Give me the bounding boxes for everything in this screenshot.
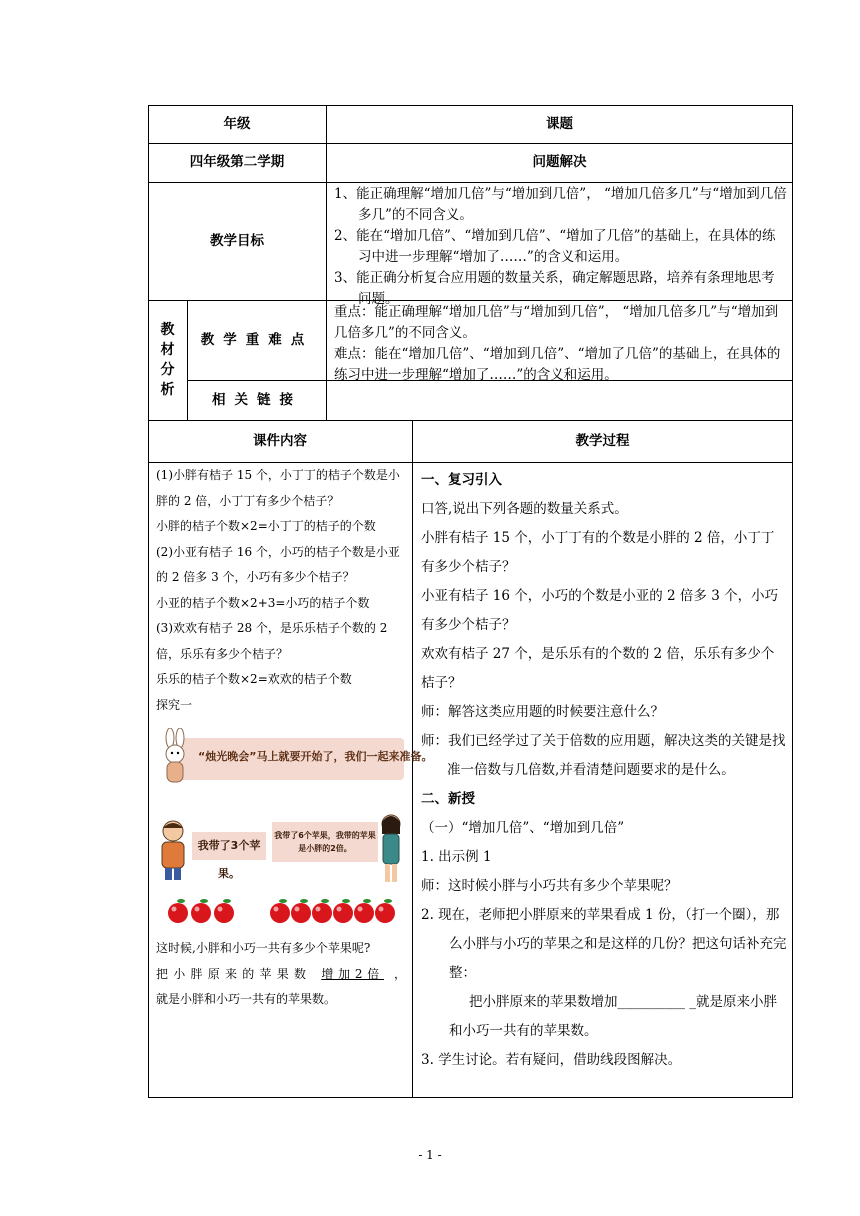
apple-icon	[270, 899, 290, 923]
girl-speech: 我带了6个苹果，我带的苹果是小胖的2倍。	[272, 822, 378, 862]
process-label: 教学过程	[575, 432, 630, 449]
topic-label: 课题	[546, 115, 573, 132]
apple-icon	[214, 899, 234, 923]
process-step: 1. 出示例 1	[421, 849, 492, 865]
process-step: 3. 学生讨论。若有疑问，借助线段图解决。	[421, 1052, 682, 1068]
sentence-suffix: ，就是小胖和小巧一共有的苹果数。	[156, 966, 406, 1006]
courseware-line: 探究一	[156, 697, 193, 712]
process-paragraph: 师：解答这类应用题的时候要注意什么？	[421, 704, 664, 720]
apple-icon	[168, 899, 188, 923]
courseware-line: (3)欢欢有桔子 28 个，是乐乐桔子个数的 2 倍，乐乐有多少个桔子？	[156, 621, 388, 661]
analysis-char: 分	[160, 362, 175, 378]
objectives-label: 教学目标	[210, 232, 264, 249]
courseware-line: 乐乐的桔子个数×2=欢欢的桔子个数	[156, 672, 352, 686]
process-paragraph: 小胖有桔子 15 个，小丁丁有的个数是小胖的 2 倍，小丁丁有多少个桔子？	[421, 530, 775, 575]
difficult-point: 难点：能在“增加几倍”、“增加到几倍”、“增加了几倍”的基础上，在具体的练习中进一步理解“增加了……”的含义和运用。	[334, 346, 781, 383]
key-point: 重点：能正确理解“增加几倍”与“增加到几倍”， “增加几倍多几”与“增加到几倍多几”的不同含义。	[334, 304, 779, 341]
process-subheading: （一）“增加几倍”、“增加到几倍”	[421, 820, 625, 836]
apples-icon	[166, 896, 402, 926]
banner-illustration	[156, 728, 433, 790]
courseware-line: (2)小亚有桔子 16 个，小巧的桔子个数是小亚的 2 倍多 3 个，小巧有多少个桔子？	[156, 544, 400, 584]
objectives-list	[334, 184, 788, 310]
key-points-label: 教学重难点	[200, 331, 314, 348]
sentence-prefix: 把小胖原来的苹果数	[156, 966, 312, 981]
section-new: 二、新授	[421, 791, 475, 807]
process-paragraph: 师：我们已经学过了关于倍数的应用题，解决这类的关键是找准一倍数与几倍数,并看清楚问题要求的是什么。	[421, 733, 786, 778]
topic-value: 问题解决	[532, 154, 587, 170]
grade-label: 年级	[223, 115, 251, 132]
courseware-text	[156, 463, 406, 718]
courseware-question-block	[156, 936, 406, 1013]
section-review: 一、复习引入	[421, 472, 502, 488]
courseware-line: 小亚的桔子个数×2+3=小巧的桔子个数	[156, 595, 370, 610]
analysis-char: 材	[160, 342, 175, 358]
boy-icon	[156, 818, 190, 882]
girl-icon	[378, 812, 404, 884]
rabbit-icon	[156, 728, 196, 790]
apple-icon	[312, 899, 332, 923]
apple-icon	[191, 899, 211, 923]
sentence-blank: 增加2倍	[321, 966, 384, 981]
children-illustration	[156, 812, 404, 890]
courseware-line: 小胖的桔子个数×2=小丁丁的桔子的个数	[156, 519, 376, 533]
process-paragraph: 师：这时候小胖与小巧共有多少个苹果呢？	[421, 878, 678, 894]
process-paragraph: 口答,说出下列各题的数量关系式。	[421, 501, 628, 517]
apple-icon	[375, 899, 395, 923]
courseware-line: (1)小胖有桔子 15 个，小丁丁的桔子个数是小胖的 2 倍，小丁丁有多少个桔子？	[156, 468, 400, 508]
objective-item: 3、能正确分析复合应用题的数量关系，确定解题思路，培养有条理地思考问题。	[334, 270, 775, 307]
process-paragraph: 把小胖原来的苹果数增加__________ _就是原来小胖和小巧一共有的苹果数。	[449, 994, 778, 1039]
courseware-label: 课件内容	[253, 432, 307, 449]
page-number: - 1 -	[418, 1148, 442, 1162]
analysis-side-label	[148, 300, 187, 420]
boy-speech: 我带了3个苹果。	[192, 832, 266, 860]
apple-icon	[333, 899, 353, 923]
apple-icon	[354, 899, 374, 923]
process-paragraph: 欢欢有桔子 27 个，是乐乐有的个数的 2 倍，乐乐有多少个桔子？	[421, 646, 775, 691]
objective-item: 2、能在“增加几倍”、“增加到几倍”、“增加了几倍”的基础上，在具体的练习中进一步理解“增加了……”的含义和运用。	[334, 228, 776, 265]
apples-row	[166, 896, 402, 926]
courseware-question: 这时候,小胖和小巧一共有多少个苹果呢?	[156, 941, 371, 955]
banner-text: “烛光晚会”马上就要开始了，我们一起来准备。	[198, 750, 433, 763]
process-text	[421, 466, 787, 1075]
related-links-label: 相关链接	[212, 392, 302, 408]
objective-item: 1、能正确理解“增加几倍”与“增加到几倍”， “增加几倍多几”与“增加到几倍多几”的不同含义。	[334, 186, 787, 223]
process-paragraph: 小亚有桔子 16 个，小巧的个数是小亚的 2 倍多 3 个，小巧有多少个桔子？	[421, 588, 779, 633]
analysis-char: 析	[160, 382, 175, 398]
analysis-char: 教	[160, 322, 175, 338]
process-step: 2. 现在，老师把小胖原来的苹果看成 1 份，（打一个圈），那么小胖与小巧的苹果之和是这样的几份？把这句话补充完整：	[421, 907, 787, 981]
key-points-text	[334, 302, 788, 386]
apple-icon	[291, 899, 311, 923]
grade-value: 四年级第二学期	[189, 154, 285, 170]
courseware-sentence	[156, 962, 406, 1013]
